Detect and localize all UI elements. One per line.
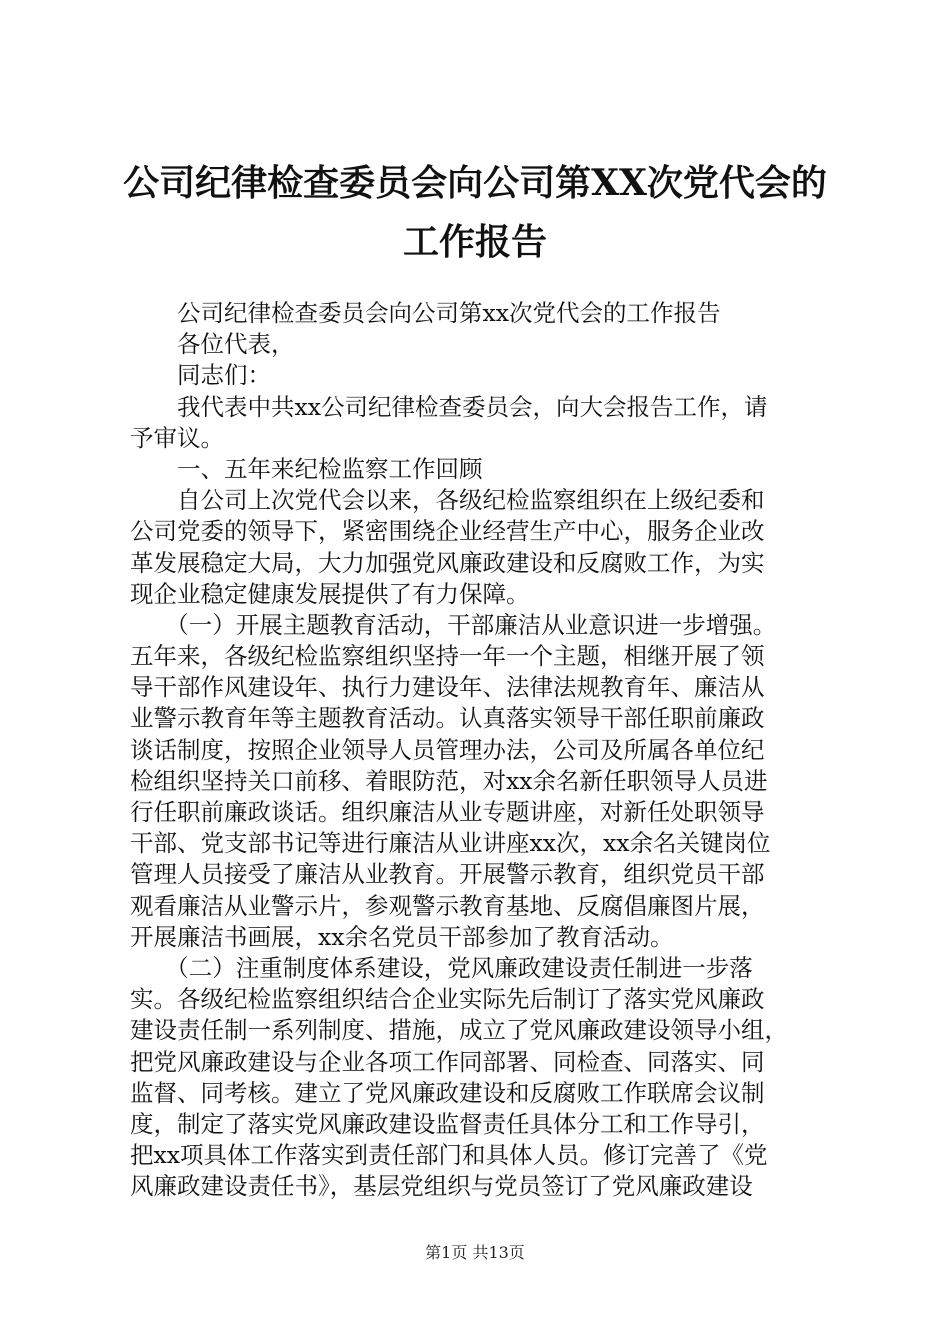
body-line: 把党风廉政建设与企业各项工作同部署、同检查、同落实、同 (130, 1047, 765, 1076)
document-body (130, 298, 830, 1202)
body-line: 风廉政建设责任书》，基层党组织与党员签订了党风廉政建设 (130, 1172, 753, 1201)
body-line: 建设责任制一系列制度、措施，成立了党风廉政建设领导小组， (130, 1016, 788, 1045)
body-line: 五年来，各级纪检监察组织坚持一年一个主题，相继开展了领 (130, 642, 765, 671)
document-title-line-1: 公司纪律检查委员会向公司第XX次党代会的 (123, 162, 827, 204)
body-line: 一、五年来纪检监察工作回顾 (130, 454, 483, 483)
body-line: 实。各级纪检监察组织结合企业实际先后制订了落实党风廉政 (130, 985, 765, 1014)
body-line: 谈话制度，按照企业领导人员管理办法，公司及所属各单位纪 (130, 735, 765, 764)
body-line: 自公司上次党代会以来，各级纪检监察组织在上级纪委和 (130, 486, 765, 515)
body-line: 予审议。 (130, 423, 224, 452)
document-title-line-2: 工作报告 (402, 221, 547, 263)
body-line: 导干部作风建设年、执行力建设年、法律法规教育年、廉洁从 (130, 673, 765, 702)
body-line: 业警示教育年等主题教育活动。认真落实领导干部任职前廉政 (130, 704, 765, 733)
body-line: 监督、同考核。建立了党风廉政建设和反腐败工作联席会议制 (130, 1078, 765, 1107)
body-line: 检组织坚持关口前移、着眼防范，对xx余名新任职领导人员进 (130, 766, 768, 795)
body-line: （二）注重制度体系建设，党风廉政建设责任制进一步落 (130, 953, 753, 982)
body-line: 观看廉洁从业警示片，参观警示教育基地、反腐倡廉图片展， (130, 891, 765, 920)
body-line: 革发展稳定大局，大力加强党风廉政建设和反腐败工作，为实 (130, 548, 765, 577)
body-line: 把xx项具体工作落实到责任部门和具体人员。修订完善了《党 (130, 1141, 768, 1170)
body-line: 开展廉洁书画展，xx余名党员干部参加了教育活动。 (130, 922, 674, 951)
body-line: （一）开展主题教育活动，干部廉洁从业意识进一步增强。 (130, 610, 777, 639)
body-line: 度，制定了落实党风廉政建设监督责任具体分工和工作导引， (130, 1109, 765, 1138)
body-line: 同志们： (130, 361, 271, 390)
body-line: 各位代表， (130, 330, 295, 359)
body-line: 行任职前廉政谈话。组织廉洁从业专题讲座，对新任处职领导 (130, 798, 765, 826)
body-line: 干部、党支部书记等进行廉洁从业讲座xx次，xx余名关键岗位 (130, 829, 771, 858)
page-footer: 第1页 共13页 (425, 1243, 525, 1262)
body-line: 现企业稳定健康发展提供了有力保障。 (130, 579, 530, 608)
body-line: 公司党委的领导下，紧密围绕企业经营生产中心，服务企业改 (130, 517, 765, 546)
body-line: 我代表中共xx公司纪律检查委员会，向大会报告工作，请 (130, 392, 768, 421)
body-line: 公司纪律检查委员会向公司第xx次党代会的工作报告 (130, 299, 721, 327)
body-line: 管理人员接受了廉洁从业教育。开展警示教育，组织党员干部 (130, 860, 765, 889)
